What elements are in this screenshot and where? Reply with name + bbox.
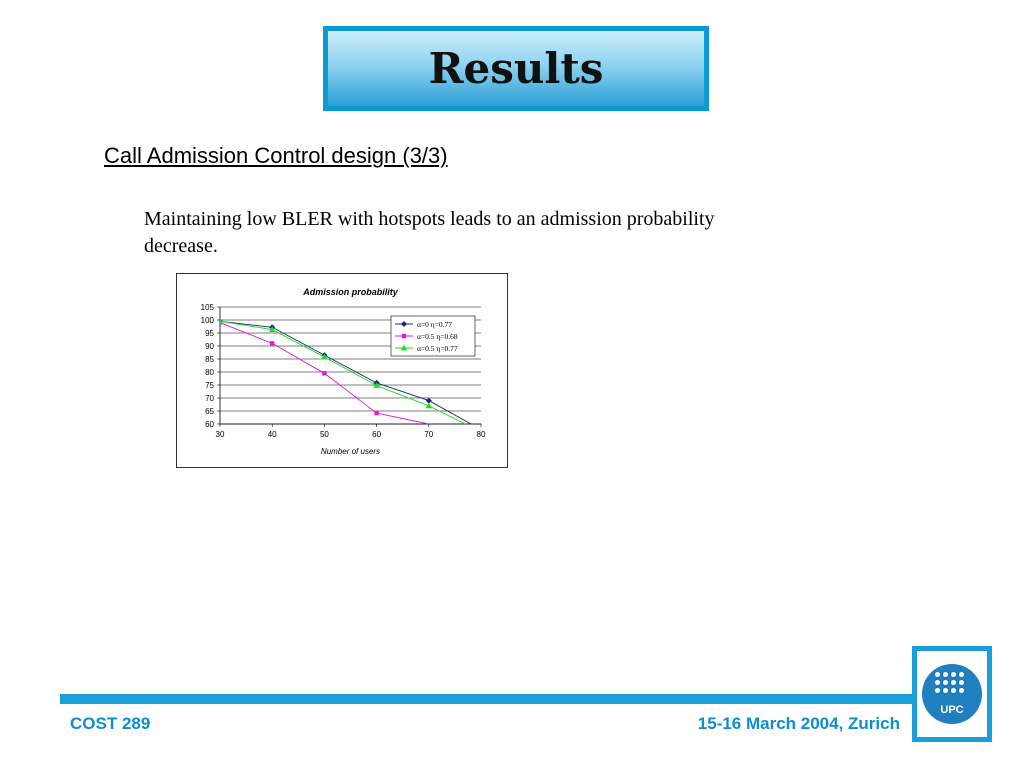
- x-tick-label: 50: [319, 430, 329, 439]
- y-tick-label: 90: [205, 342, 214, 351]
- series-2-point: [270, 341, 274, 345]
- x-axis-label: Number of users: [320, 447, 381, 456]
- logo-text: UPC: [940, 704, 964, 716]
- body-text: Maintaining low BLER with hotspots leads to an admission probability decrease.: [144, 208, 715, 257]
- y-tick-label: 65: [205, 407, 214, 416]
- legend-label-3: α=0.5 η=0.77: [417, 344, 458, 353]
- y-tick-label: 95: [205, 329, 214, 338]
- logo-dots: [935, 672, 969, 693]
- series-2-point: [374, 411, 378, 415]
- upc-logo: [912, 646, 992, 742]
- legend-marker-2: [402, 334, 406, 338]
- x-tick-label: 40: [267, 430, 277, 439]
- x-tick-label: 80: [476, 430, 486, 439]
- x-tick-label: 30: [215, 430, 225, 439]
- legend-label-2: α=0.5 η=0.68: [417, 332, 458, 341]
- y-tick-label: 80: [205, 368, 214, 377]
- chart-frame: [176, 273, 508, 468]
- y-tick-label: 75: [205, 381, 214, 390]
- slide-title: Results: [428, 44, 604, 93]
- footer-right-text: 15-16 March 2004, Zurich: [697, 714, 900, 733]
- x-tick-label: 70: [424, 430, 434, 439]
- slide-subtitle: Call Admission Control design (3/3): [104, 143, 448, 168]
- footer-bar: [60, 694, 912, 704]
- chart-title: Admission probability: [303, 287, 398, 297]
- x-tick-label: 60: [372, 430, 382, 439]
- y-tick-label: 85: [205, 355, 214, 364]
- title-box: [323, 26, 709, 111]
- y-tick-label: 105: [200, 303, 214, 312]
- y-tick-label: 60: [205, 420, 214, 429]
- y-tick-label: 70: [205, 394, 214, 403]
- footer-left-text: COST 289: [70, 714, 151, 733]
- logo-circle: [922, 664, 982, 724]
- series-2-point: [322, 371, 326, 375]
- y-tick-label: 100: [200, 316, 214, 325]
- legend-label-1: α=0 η=0.77: [417, 320, 453, 329]
- admission-probability-chart: [177, 274, 509, 469]
